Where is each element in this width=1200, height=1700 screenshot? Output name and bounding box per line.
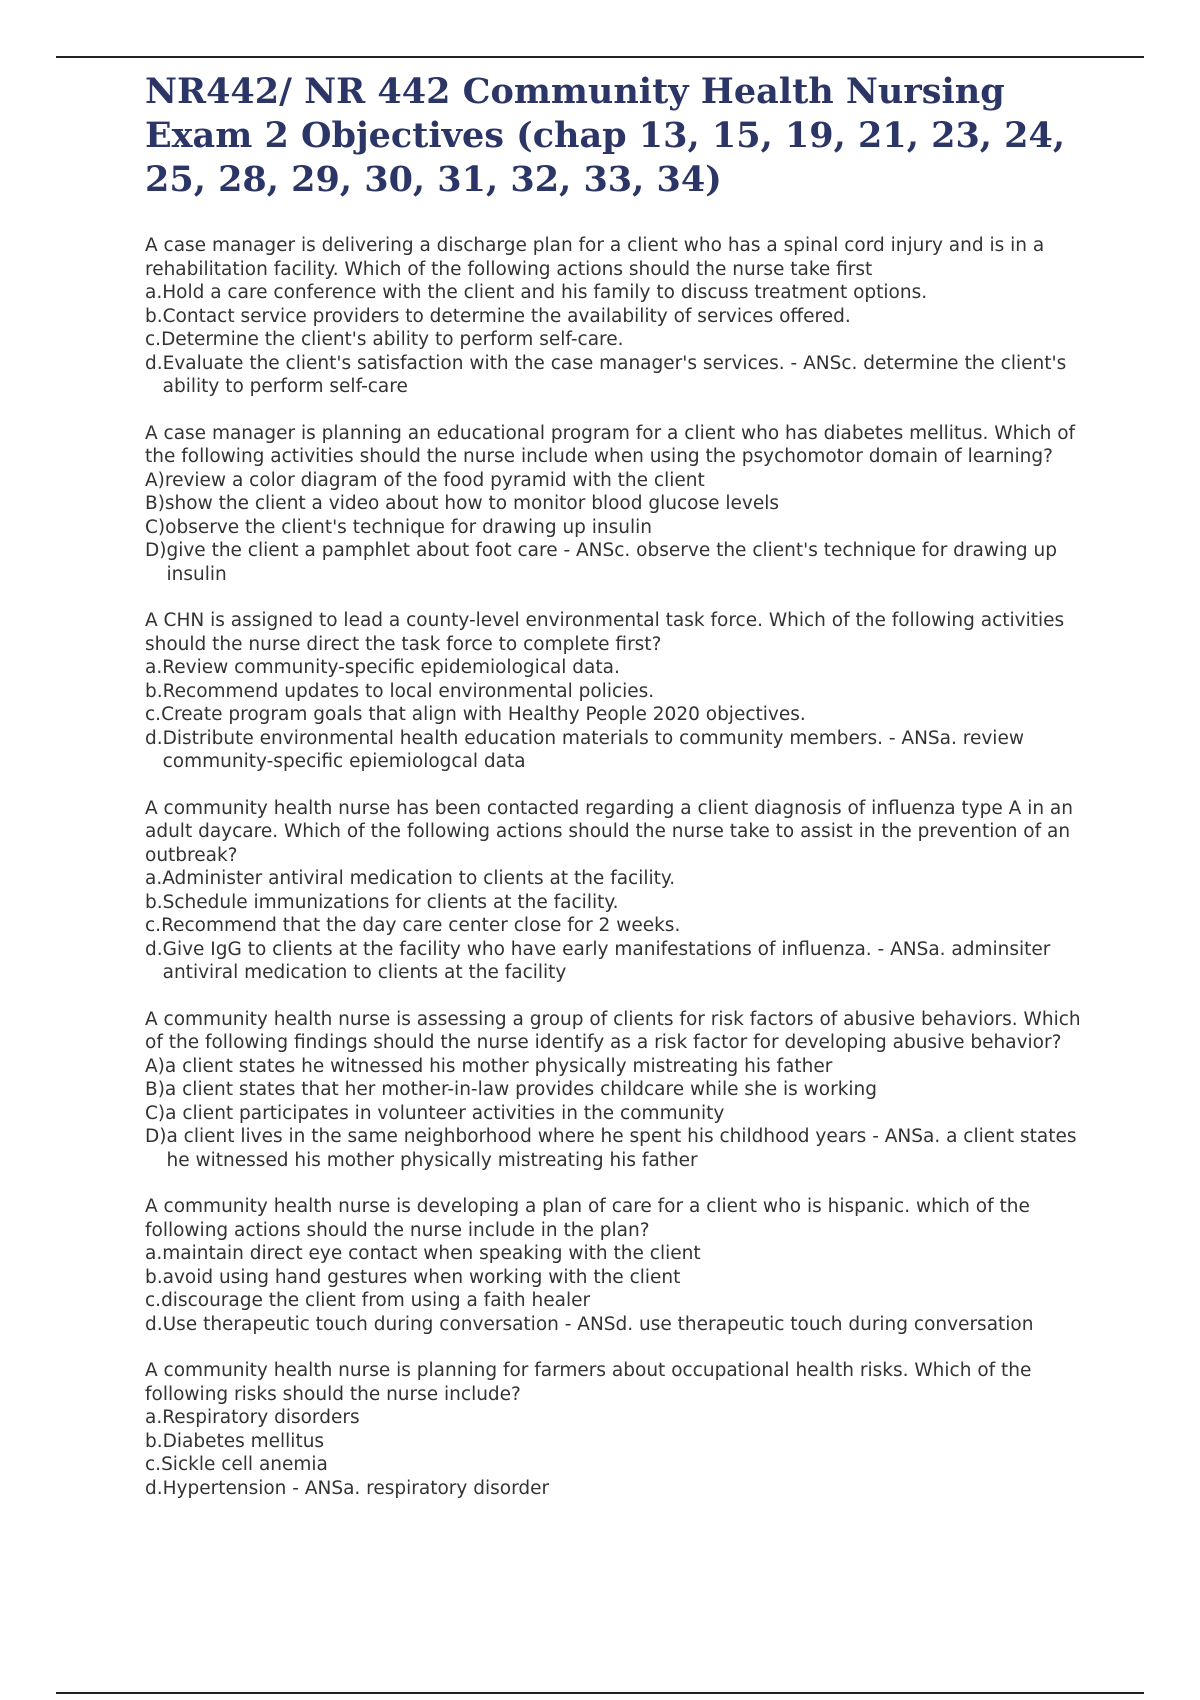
answer-option <box>145 938 1095 985</box>
question-block <box>145 609 1095 774</box>
option-text: Diabetes mellitus <box>162 1430 325 1452</box>
option-text: Create program goals that align with Healthy People 2020 objectives. <box>161 704 806 725</box>
option-text: Review community-specific epidemiological data. <box>162 657 620 678</box>
answer-option <box>145 328 1095 352</box>
option-text: Evaluate the client's satisfaction with the case manager's services. - ANSc. determine the client's ability to perform self-care <box>162 352 1067 397</box>
option-marker: D) <box>145 540 167 561</box>
question-stem: A case manager is planning an educational program for a client who has diabetes mellitus. Which of the following activities should the nurse include when using the psychomotor domain of learning? <box>145 422 1076 467</box>
option-marker: c. <box>145 1290 162 1311</box>
option-marker: a. <box>145 868 163 889</box>
option-text: Hold a care conference with the client and his family to discuss treatment options. <box>162 282 928 303</box>
option-marker: b. <box>145 1430 163 1452</box>
answer-option <box>145 1242 1095 1266</box>
answer-option <box>145 352 1095 399</box>
option-text: a client participates in volunteer activities in the community <box>165 1102 725 1124</box>
option-marker: B) <box>145 493 165 514</box>
question-block <box>145 1008 1095 1173</box>
answer-option <box>145 539 1095 586</box>
answer-option <box>145 516 1095 540</box>
question-stem: A community health nurse has been contacted regarding a client diagnosis of influenza type A in an adult daycare. Which of the following actions should the nurse take to assist in the prevention of an outbreak? <box>145 797 1073 866</box>
option-marker: a. <box>145 1243 163 1264</box>
option-marker: b. <box>145 680 163 702</box>
option-text: a client lives in the same neighborhood where he spent his childhood years - ANSa. a client states he witnessed his mother physically mistreating his father <box>166 1126 1077 1171</box>
answer-option <box>145 727 1095 774</box>
answer-option <box>145 1055 1095 1079</box>
option-text: Administer antiviral medication to clients at the facility. <box>162 868 676 889</box>
answer-options <box>145 656 1095 774</box>
question-stem: A case manager is delivering a discharge plan for a client who has a spinal cord injury and is in a rehabilitation facility. Which of the following actions should the nurse take first <box>145 235 1045 280</box>
option-text: Use therapeutic touch during conversation - ANSd. use therapeutic touch during conversation <box>162 1313 1034 1335</box>
answer-options <box>145 281 1095 399</box>
answer-option <box>145 1453 1095 1477</box>
answer-option <box>145 492 1095 516</box>
answer-options <box>145 1055 1095 1173</box>
option-text: avoid using hand gestures when working with the client <box>162 1266 681 1288</box>
option-marker: c. <box>145 704 162 725</box>
answer-option <box>145 656 1095 680</box>
answer-option <box>145 703 1095 727</box>
option-marker: B) <box>145 1079 165 1100</box>
header-rule <box>56 56 1144 58</box>
option-marker: c. <box>145 1454 162 1475</box>
option-marker: c. <box>145 915 162 936</box>
answer-option <box>145 680 1095 704</box>
option-marker: b. <box>145 1266 163 1288</box>
option-marker: c. <box>145 329 162 350</box>
option-marker: d. <box>145 1477 163 1499</box>
answer-options <box>145 1406 1095 1500</box>
option-text: Schedule immunizations for clients at the facility. <box>162 891 619 913</box>
option-marker: b. <box>145 305 163 327</box>
option-text: Recommend updates to local environmental policies. <box>162 680 655 702</box>
option-text: Recommend that the day care center close for 2 weeks. <box>161 915 681 936</box>
option-marker: d. <box>145 727 163 749</box>
answer-options <box>145 867 1095 985</box>
answer-option <box>145 305 1095 329</box>
option-text: discourage the client from using a faith healer <box>161 1290 591 1311</box>
option-marker: b. <box>145 891 163 913</box>
question-stem: A community health nurse is assessing a group of clients for risk factors of abusive behaviors. Which of the following findings should the nurse identify as a risk factor for developing abusive behavior? <box>145 1008 1081 1053</box>
question-block <box>145 1195 1095 1336</box>
question-stem: A CHN is assigned to lead a county-level environmental task force. Which of the following activities should the nurse direct the task force to complete first? <box>145 610 1065 655</box>
answer-option <box>145 1430 1095 1454</box>
answer-options <box>145 469 1095 587</box>
question-stem: A community health nurse is developing a plan of care for a client who is hispanic. which of the following actions should the nurse include in the plan? <box>145 1196 1030 1241</box>
document-title: NR442/ NR 442 Community Health Nursing Exam 2 Objectives (chap 13, 15, 19, 21, 23, 24, 25, 28, 29, 30, 31, 32, 33, 34) <box>145 71 1066 200</box>
option-marker: a. <box>145 657 163 678</box>
answer-option <box>145 1266 1095 1290</box>
option-marker: D) <box>145 1126 167 1147</box>
question-block <box>145 234 1095 399</box>
answer-option <box>145 1125 1095 1172</box>
answer-option <box>145 1477 1095 1501</box>
answer-option <box>145 914 1095 938</box>
answer-option <box>145 1406 1095 1430</box>
answer-option <box>145 281 1095 305</box>
option-marker: A) <box>145 469 165 491</box>
question-block <box>145 422 1095 587</box>
option-text: give the client a pamphlet about foot care - ANSc. observe the client's technique for drawing up insulin <box>166 540 1057 585</box>
option-marker: A) <box>145 1055 165 1077</box>
option-text: Respiratory disorders <box>162 1407 360 1428</box>
document-page <box>145 70 1095 1523</box>
option-marker: a. <box>145 1407 163 1428</box>
option-text: show the client a video about how to monitor blood glucose levels <box>164 493 779 514</box>
option-marker: d. <box>145 352 163 374</box>
footer-rule <box>56 1692 1144 1694</box>
option-marker: C) <box>145 1102 166 1124</box>
option-text: Give IgG to clients at the facility who have early manifestations of influenza. - ANSa. adminsiter antiviral medication to clients at the facility <box>162 938 1051 983</box>
answer-option <box>145 891 1095 915</box>
option-marker: C) <box>145 516 166 538</box>
option-text: Distribute environmental health education materials to community members. - ANSa. review community-specific epiemiologcal data <box>162 727 1024 772</box>
option-marker: d. <box>145 938 163 960</box>
answer-option <box>145 1078 1095 1102</box>
answer-option <box>145 1289 1095 1313</box>
option-text: Sickle cell anemia <box>161 1454 328 1475</box>
question-stem: A community health nurse is planning for farmers about occupational health risks. Which of the following risks should the nurse include? <box>145 1360 1032 1405</box>
option-text: observe the client's technique for drawing up insulin <box>165 516 653 538</box>
answer-option <box>145 1313 1095 1337</box>
option-text: Contact service providers to determine the availability of services offered. <box>162 305 851 327</box>
option-text: review a color diagram of the food pyramid with the client <box>164 469 705 491</box>
answer-options <box>145 1242 1095 1336</box>
question-block <box>145 1359 1095 1500</box>
option-text: Hypertension - ANSa. respiratory disorder <box>162 1477 550 1499</box>
answer-option <box>145 1102 1095 1126</box>
question-block <box>145 797 1095 985</box>
option-text: a client states he witnessed his mother physically mistreating his father <box>164 1055 833 1077</box>
option-text: a client states that her mother-in-law provides childcare while she is working <box>164 1079 878 1100</box>
option-text: Determine the client's ability to perform self-care. <box>161 329 624 350</box>
option-text: maintain direct eye contact when speaking with the client <box>162 1243 701 1264</box>
option-marker: d. <box>145 1313 163 1335</box>
answer-option <box>145 867 1095 891</box>
option-marker: a. <box>145 282 163 303</box>
answer-option <box>145 469 1095 493</box>
